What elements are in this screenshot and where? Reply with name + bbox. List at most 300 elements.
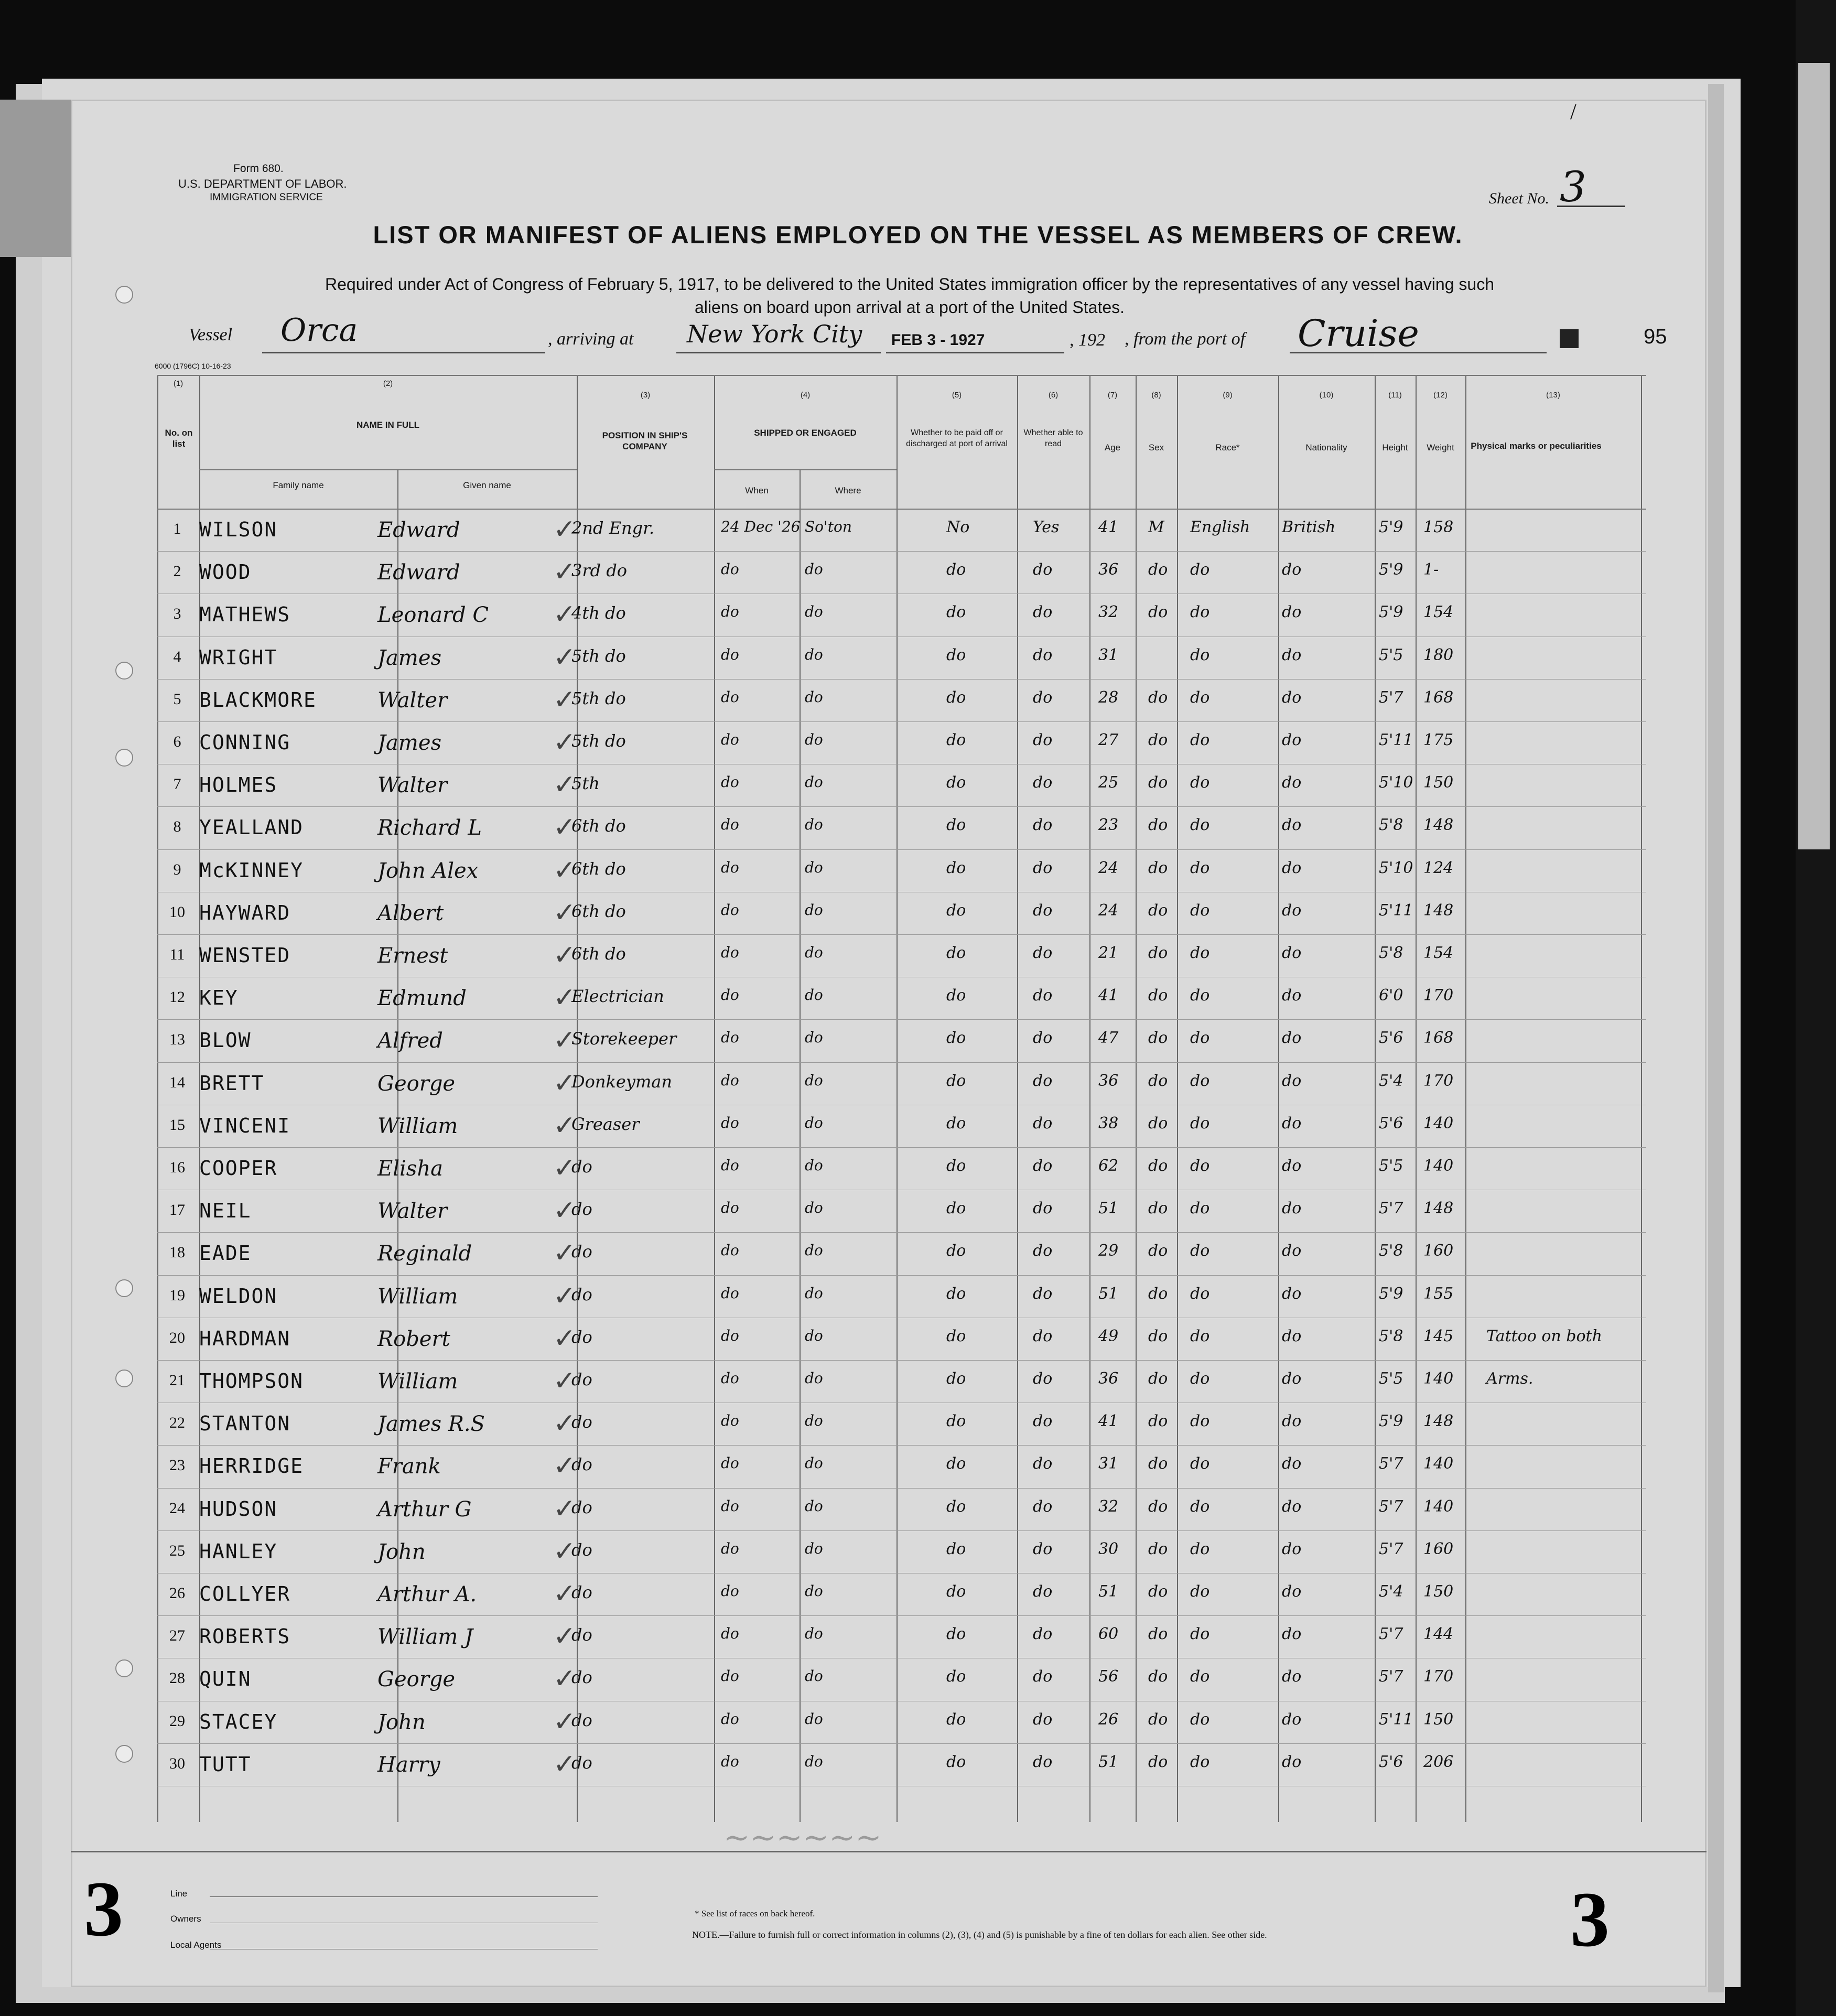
- shipped-when: do: [721, 1710, 739, 1728]
- race: do: [1190, 901, 1210, 920]
- shipped-where: do: [805, 944, 823, 961]
- owners-label: Owners: [170, 1914, 201, 1924]
- table-row: [157, 551, 1646, 594]
- weight: 206: [1423, 1752, 1454, 1771]
- ink-blot: [1560, 329, 1579, 348]
- age: 36: [1098, 1071, 1119, 1090]
- given-name: Frank: [377, 1454, 441, 1479]
- able-to-read: do: [1033, 944, 1053, 962]
- age: 47: [1098, 1029, 1119, 1048]
- header-given-name: Given name: [463, 480, 511, 490]
- shipped-when: do: [721, 773, 739, 791]
- nationality: do: [1282, 1625, 1302, 1644]
- sex: do: [1148, 1497, 1168, 1516]
- able-to-read: do: [1033, 1157, 1053, 1175]
- check-mark-icon: ✓: [553, 685, 576, 715]
- paid-off: do: [946, 1582, 966, 1601]
- next-page-edge: [1798, 63, 1830, 849]
- race: do: [1190, 858, 1210, 877]
- check-mark-icon: ✓: [553, 1068, 576, 1098]
- race: do: [1190, 1539, 1210, 1558]
- sex: do: [1148, 688, 1168, 707]
- given-name: John: [377, 1710, 426, 1734]
- check-mark-icon: ✓: [553, 1153, 576, 1183]
- column-number: (5): [952, 391, 962, 400]
- paid-off: do: [946, 901, 966, 920]
- height: 5'7: [1379, 1625, 1403, 1644]
- race: do: [1190, 1710, 1210, 1729]
- sheet-edge: [1708, 84, 1724, 1992]
- shipped-where: do: [805, 1071, 823, 1089]
- arriving-label: , arriving at: [548, 329, 634, 349]
- table-row: [157, 1275, 1646, 1318]
- position: do: [571, 1752, 592, 1773]
- height: 5'7: [1379, 1497, 1403, 1516]
- age: 23: [1098, 816, 1119, 835]
- weight: 148: [1423, 816, 1454, 835]
- paid-off: do: [946, 1242, 966, 1260]
- height: 5'5: [1379, 1157, 1403, 1175]
- header-name-in-full: NAME IN FULL: [357, 420, 419, 430]
- sex: do: [1148, 1752, 1168, 1771]
- family-name: STANTON: [199, 1412, 291, 1436]
- able-to-read: do: [1033, 901, 1053, 920]
- check-mark-icon: ✓: [553, 1664, 576, 1695]
- able-to-read: do: [1033, 1284, 1053, 1303]
- able-to-read: do: [1033, 560, 1053, 579]
- given-name: John: [377, 1539, 426, 1564]
- height: 5'7: [1379, 1539, 1403, 1558]
- position: do: [571, 1497, 592, 1517]
- document-title: LIST OR MANIFEST OF ALIENS EMPLOYED ON THE VESSEL AS MEMBERS OF CREW.: [373, 221, 1463, 249]
- paid-off: do: [946, 1539, 966, 1558]
- weight: 124: [1423, 858, 1454, 877]
- position: 5th do: [571, 731, 626, 751]
- grid-line: [199, 469, 577, 470]
- check-mark-icon: ✓: [553, 898, 576, 928]
- crew-table: [157, 375, 1646, 1822]
- shipped-when: do: [721, 1454, 739, 1472]
- weight: 144: [1423, 1625, 1454, 1644]
- list-number: 20: [169, 1329, 185, 1346]
- age: 26: [1098, 1710, 1119, 1729]
- race: do: [1190, 560, 1210, 579]
- header-sex: Sex: [1148, 443, 1164, 452]
- check-mark-icon: ✓: [553, 1111, 576, 1141]
- check-mark-icon: ✓: [553, 600, 576, 630]
- table-row: [157, 1190, 1646, 1232]
- list-number: 7: [173, 775, 181, 793]
- grid-line: [157, 375, 1646, 376]
- able-to-read: do: [1033, 986, 1053, 1005]
- family-name: HERRIDGE: [199, 1454, 304, 1478]
- height: 5'5: [1379, 1370, 1403, 1388]
- paid-off: do: [946, 773, 966, 792]
- sex: do: [1148, 731, 1168, 749]
- sex: do: [1148, 1625, 1168, 1644]
- shipped-where: do: [805, 1710, 823, 1728]
- age: 36: [1098, 560, 1119, 579]
- race: do: [1190, 773, 1210, 792]
- family-name: WILSON: [199, 518, 278, 541]
- nationality: do: [1282, 1710, 1302, 1729]
- paid-off: do: [946, 1199, 966, 1218]
- age: 32: [1098, 603, 1119, 622]
- paid-off: do: [946, 1667, 966, 1686]
- shipped-when: do: [721, 731, 739, 748]
- height: 5'4: [1379, 1071, 1403, 1090]
- column-number: (7): [1107, 391, 1118, 400]
- check-mark-icon: ✓: [553, 770, 576, 801]
- race: do: [1190, 1157, 1210, 1175]
- shipped-where: do: [805, 773, 823, 791]
- weight: 140: [1423, 1454, 1454, 1473]
- sex: do: [1148, 603, 1168, 622]
- table-row: [157, 637, 1646, 679]
- height: 5'8: [1379, 816, 1403, 835]
- height: 5'8: [1379, 1242, 1403, 1260]
- sex: do: [1148, 1539, 1168, 1558]
- family-name: WELDON: [199, 1284, 278, 1308]
- given-name: William: [377, 1370, 458, 1394]
- vessel-name: Orca: [280, 312, 358, 349]
- nationality: do: [1282, 1497, 1302, 1516]
- check-mark-icon: ✓: [553, 813, 576, 843]
- age: 29: [1098, 1242, 1119, 1260]
- weight: 1-: [1423, 560, 1439, 579]
- sex: do: [1148, 773, 1168, 792]
- list-number: 9: [173, 860, 181, 878]
- position: 6th do: [571, 858, 626, 879]
- height: 5'6: [1379, 1114, 1403, 1133]
- sex: do: [1148, 1071, 1168, 1090]
- able-to-read: do: [1033, 1454, 1053, 1473]
- paid-off: do: [946, 1752, 966, 1771]
- weight: 160: [1423, 1539, 1454, 1558]
- paid-off: do: [946, 1710, 966, 1729]
- shipped-where: do: [805, 731, 823, 748]
- race: do: [1190, 1327, 1210, 1345]
- height: 5'8: [1379, 1327, 1403, 1345]
- position: do: [571, 1625, 592, 1645]
- family-name: QUIN: [199, 1667, 252, 1691]
- able-to-read: do: [1033, 1710, 1053, 1729]
- table-row: [157, 1530, 1646, 1573]
- given-name: George: [377, 1667, 456, 1692]
- arrival-port: New York City: [687, 320, 862, 348]
- list-number: 23: [169, 1457, 185, 1474]
- column-number: (11): [1388, 391, 1402, 400]
- list-number: 10: [169, 903, 185, 921]
- able-to-read: do: [1033, 1497, 1053, 1516]
- from-port-label: , from the port of: [1125, 329, 1246, 349]
- weight: 154: [1423, 603, 1454, 622]
- check-mark-icon: ✓: [553, 1451, 576, 1482]
- check-mark-icon: ✓: [553, 983, 576, 1014]
- shipped-when: do: [721, 1242, 739, 1259]
- nationality: do: [1282, 688, 1302, 707]
- able-to-read: do: [1033, 1114, 1053, 1133]
- nationality: do: [1282, 1327, 1302, 1345]
- nationality: do: [1282, 1454, 1302, 1473]
- able-to-read: do: [1033, 1752, 1053, 1771]
- shipped-where: do: [805, 901, 823, 919]
- paid-off: No: [946, 518, 970, 536]
- table-row: [157, 934, 1646, 977]
- family-name: STACEY: [199, 1710, 278, 1733]
- subtitle-line-1: Required under Act of Congress of February 5, 1917, to be delivered to the United States immigration officer by the representatives of any vessel having such: [325, 275, 1494, 294]
- nationality: do: [1282, 1539, 1302, 1558]
- race: do: [1190, 1029, 1210, 1048]
- header-height: Height: [1382, 443, 1408, 452]
- height: 5'10: [1379, 858, 1413, 877]
- shipped-when: do: [721, 688, 739, 706]
- shipped-where: do: [805, 1114, 823, 1131]
- able-to-read: do: [1033, 1071, 1053, 1090]
- sex: do: [1148, 858, 1168, 877]
- list-number: 19: [169, 1286, 185, 1304]
- check-mark-icon: ✓: [553, 941, 576, 971]
- given-name: Edmund: [377, 986, 467, 1011]
- paid-off: do: [946, 1370, 966, 1388]
- shipped-where: do: [805, 645, 823, 663]
- race: do: [1190, 1071, 1210, 1090]
- position: do: [571, 1667, 592, 1688]
- position: 5th do: [571, 645, 626, 666]
- given-name: James: [377, 645, 442, 670]
- age: 21: [1098, 944, 1119, 962]
- shipped-where: do: [805, 1667, 823, 1685]
- shipped-where: do: [805, 1412, 823, 1430]
- given-name: Walter: [377, 1199, 448, 1224]
- check-mark-icon: ✓: [553, 1409, 576, 1439]
- punch-hole: [115, 749, 133, 767]
- position: do: [571, 1284, 592, 1305]
- shipped-when: do: [721, 858, 739, 876]
- sex: M: [1148, 518, 1164, 536]
- check-mark-icon: ✓: [553, 1026, 576, 1056]
- weight: 150: [1423, 1582, 1454, 1601]
- nationality: do: [1282, 1029, 1302, 1048]
- line-label: Line: [170, 1889, 188, 1899]
- nationality: do: [1282, 603, 1302, 622]
- header-physical-marks: Physical marks or peculiarities: [1471, 441, 1602, 451]
- race: do: [1190, 986, 1210, 1005]
- nationality: do: [1282, 944, 1302, 962]
- column-number: (13): [1546, 391, 1560, 400]
- given-name: Reginald: [377, 1242, 472, 1266]
- position: 6th do: [571, 944, 626, 964]
- race: do: [1190, 731, 1210, 749]
- header-where: Where: [835, 486, 861, 495]
- able-to-read: do: [1033, 858, 1053, 877]
- list-number: 26: [169, 1584, 185, 1602]
- check-mark-icon: ✓: [553, 515, 576, 545]
- height: 5'8: [1379, 944, 1403, 962]
- height: 5'7: [1379, 1667, 1403, 1686]
- age: 36: [1098, 1370, 1119, 1388]
- height: 5'7: [1379, 1454, 1403, 1473]
- list-number: 6: [173, 733, 181, 750]
- shipped-when: do: [721, 1157, 739, 1174]
- table-row: [157, 1573, 1646, 1615]
- paid-off: do: [946, 1029, 966, 1048]
- paid-off: do: [946, 944, 966, 962]
- weight: 158: [1423, 518, 1454, 536]
- able-to-read: do: [1033, 1199, 1053, 1218]
- shipped-where: do: [805, 1029, 823, 1047]
- position: 5th do: [571, 688, 626, 708]
- age: 25: [1098, 773, 1119, 792]
- list-number: 21: [169, 1372, 185, 1389]
- age: 49: [1098, 1327, 1119, 1345]
- family-name: McKINNEY: [199, 858, 304, 882]
- punch-hole: [115, 1659, 133, 1677]
- table-row: [157, 849, 1646, 892]
- list-number: 30: [169, 1754, 185, 1772]
- shipped-when: do: [721, 1370, 739, 1387]
- paid-off: do: [946, 1497, 966, 1516]
- position: do: [571, 1370, 592, 1389]
- given-name: Arthur A.: [377, 1582, 477, 1607]
- family-name: KEY: [199, 986, 239, 1010]
- nationality: do: [1282, 731, 1302, 749]
- age: 24: [1098, 858, 1119, 877]
- nationality: do: [1282, 1242, 1302, 1260]
- paid-off: do: [946, 1625, 966, 1644]
- age: 56: [1098, 1667, 1119, 1686]
- position: do: [571, 1327, 592, 1347]
- table-row: [157, 1403, 1646, 1445]
- check-mark-icon: ✓: [553, 1196, 576, 1226]
- position: Storekeeper: [571, 1029, 677, 1049]
- table-row: [157, 1445, 1646, 1487]
- able-to-read: do: [1033, 1667, 1053, 1686]
- sex: do: [1148, 1327, 1168, 1345]
- sex: do: [1148, 1582, 1168, 1601]
- nationality: do: [1282, 1412, 1302, 1431]
- nationality: do: [1282, 1667, 1302, 1686]
- race: do: [1190, 645, 1210, 664]
- family-name: COOPER: [199, 1157, 278, 1180]
- check-mark-icon: ✓: [553, 1281, 576, 1311]
- table-row: [157, 1743, 1646, 1786]
- able-to-read: do: [1033, 816, 1053, 835]
- race: do: [1190, 603, 1210, 622]
- sex: do: [1148, 1029, 1168, 1048]
- able-to-read: do: [1033, 731, 1053, 749]
- given-name: Alfred: [377, 1029, 443, 1053]
- list-number: 14: [169, 1073, 185, 1091]
- position: 6th do: [571, 816, 626, 836]
- check-mark-icon: ✓: [553, 642, 576, 673]
- age: 62: [1098, 1157, 1119, 1175]
- paid-off: do: [946, 1412, 966, 1431]
- shipped-when: 24 Dec '26: [721, 518, 801, 535]
- weight: 148: [1423, 901, 1454, 920]
- column-number: (12): [1433, 391, 1448, 400]
- shipped-where: do: [805, 603, 823, 621]
- family-name: MATHEWS: [199, 603, 291, 627]
- able-to-read: do: [1033, 603, 1053, 622]
- position: do: [571, 1582, 592, 1602]
- sex: do: [1148, 1242, 1168, 1260]
- weight: 154: [1423, 944, 1454, 962]
- weight: 155: [1423, 1284, 1454, 1303]
- nationality: do: [1282, 1157, 1302, 1175]
- check-mark-icon: ✓: [553, 1323, 576, 1354]
- position: do: [571, 1157, 592, 1177]
- nationality: do: [1282, 901, 1302, 920]
- sex: do: [1148, 1710, 1168, 1729]
- table-row: [157, 764, 1646, 806]
- family-name: BLACKMORE: [199, 688, 317, 711]
- list-number: 27: [169, 1627, 185, 1645]
- paid-off: do: [946, 731, 966, 749]
- check-mark-icon: ✓: [553, 855, 576, 886]
- position: do: [571, 1710, 592, 1730]
- physical-marks: Arms.: [1486, 1370, 1533, 1388]
- column-number: (3): [640, 391, 651, 400]
- sheet-number-rule: [1557, 206, 1625, 207]
- nationality: do: [1282, 645, 1302, 664]
- shipped-where: do: [805, 1625, 823, 1643]
- given-name: Richard L: [377, 816, 482, 840]
- penalty-note: NOTE.—Failure to furnish full or correct information in columns (2), (3), (4) and (5) is punishable by a fine of ten dollars for each alien. See other side.: [692, 1929, 1267, 1940]
- height: 5'4: [1379, 1582, 1403, 1601]
- physical-marks: Tattoo on both: [1486, 1327, 1602, 1345]
- sex: do: [1148, 560, 1168, 579]
- punch-hole: [115, 286, 133, 304]
- age: 51: [1098, 1199, 1119, 1218]
- check-mark-icon: ✓: [553, 1707, 576, 1737]
- shipped-where: do: [805, 688, 823, 706]
- weight: 168: [1423, 1029, 1454, 1048]
- family-name: HANLEY: [199, 1539, 278, 1563]
- height: 5'11: [1379, 731, 1413, 749]
- list-number: 4: [173, 648, 181, 665]
- age: 38: [1098, 1114, 1119, 1133]
- age: 41: [1098, 986, 1119, 1005]
- column-number: (10): [1319, 391, 1334, 400]
- age: 51: [1098, 1284, 1119, 1303]
- list-number: 24: [169, 1499, 185, 1517]
- height: 5'9: [1379, 518, 1403, 536]
- shipped-when: do: [721, 1412, 739, 1430]
- table-row: [157, 1062, 1646, 1105]
- sex: do: [1148, 1454, 1168, 1473]
- table-row: [157, 1615, 1646, 1658]
- list-number: 2: [173, 563, 181, 580]
- list-number: 29: [169, 1712, 185, 1730]
- paid-off: do: [946, 1114, 966, 1133]
- header-nationality: Nationality: [1305, 443, 1347, 452]
- family-name: HOLMES: [199, 773, 278, 797]
- shipped-when: do: [721, 1582, 739, 1600]
- nationality: British: [1282, 518, 1336, 536]
- sex: do: [1148, 1157, 1168, 1175]
- given-name: Walter: [377, 688, 448, 713]
- race: English: [1190, 518, 1250, 536]
- service-name: IMMIGRATION SERVICE: [210, 192, 323, 203]
- position: do: [571, 1412, 592, 1432]
- table-row: [157, 1147, 1646, 1190]
- race: do: [1190, 1412, 1210, 1431]
- list-number: 1: [173, 520, 181, 537]
- shipped-when: do: [721, 816, 739, 834]
- sex: do: [1148, 901, 1168, 920]
- able-to-read: do: [1033, 1029, 1053, 1048]
